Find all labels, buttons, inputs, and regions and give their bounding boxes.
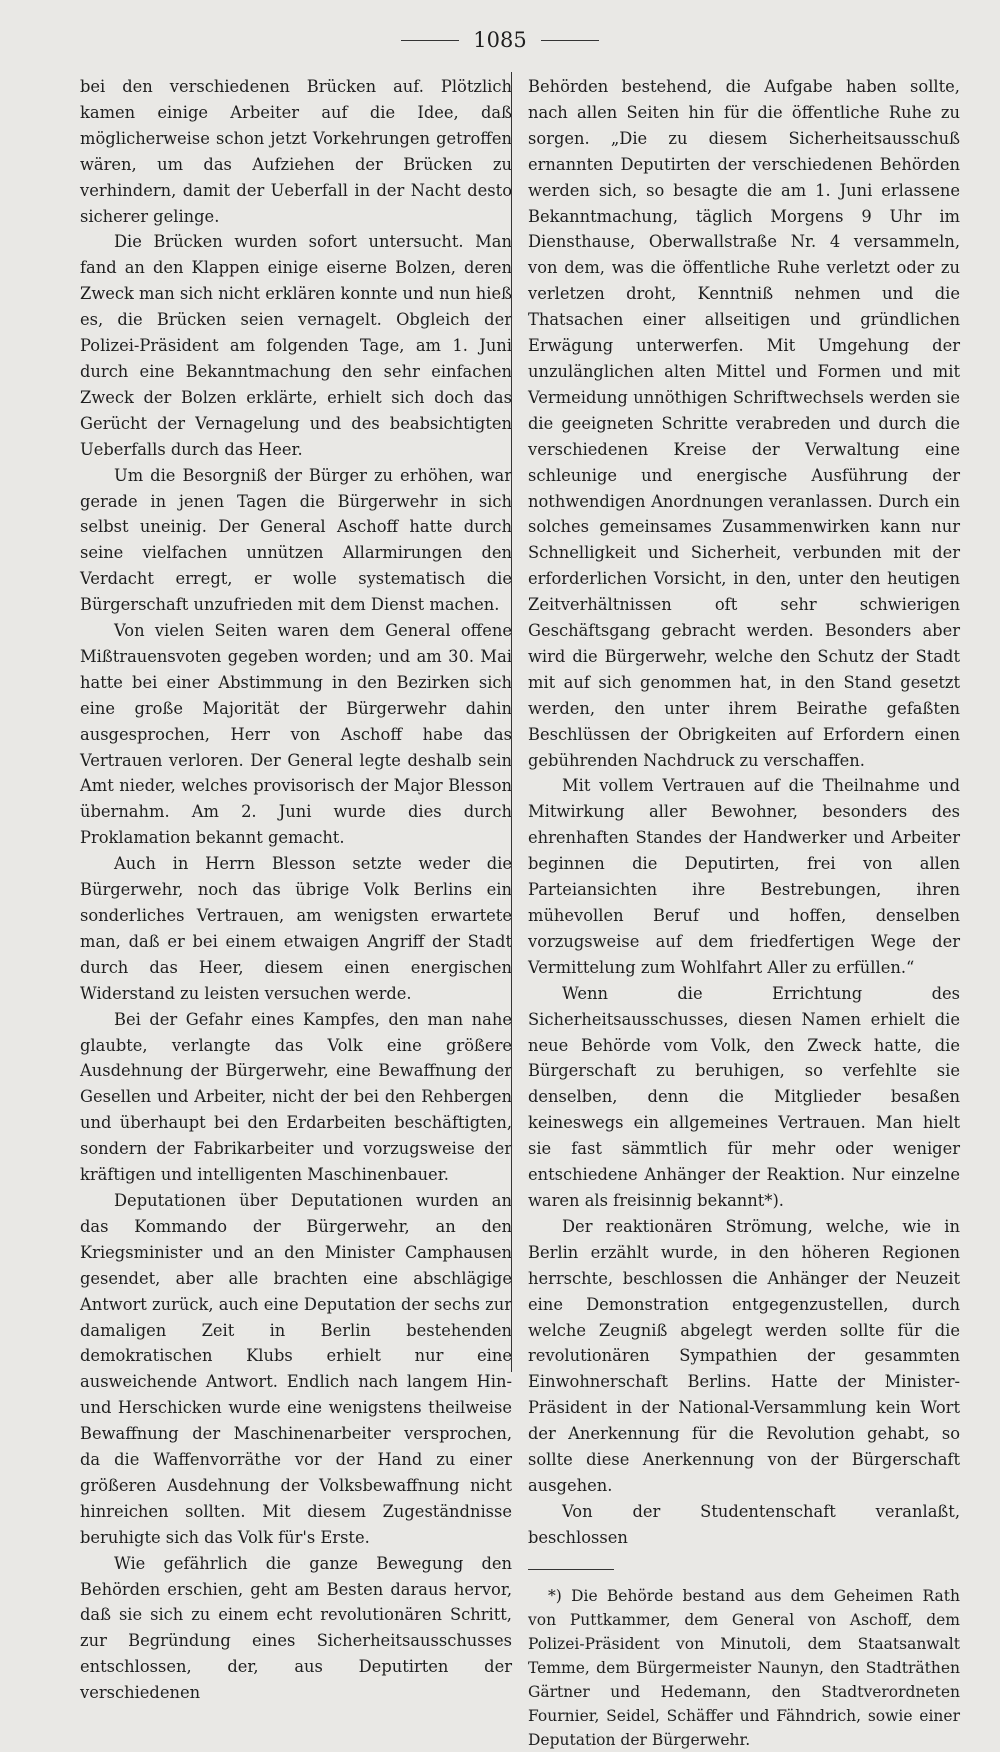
- paragraph: Bei der Gefahr eines Kampfes, den man nahe glaubte, verlangte das Volk eine größere Ausdehnung der Bürgerwehr, eine Bewaffnung der Gesellen und Arbeiter, nicht der bei den Rehbergen und überhaupt bei den Erdarbeiten beschäftigten, sondern der Fabrikarbeiter und vorzugsweise der kräftigen und intelligenten Maschinenbauer.: [80, 1009, 512, 1185]
- paragraph: Mit vollem Vertrauen auf die Theilnahme und Mitwirkung aller Bewohner, besonders des ehrenhaften Standes der Handwerker und Arbeiter beginnen die Deputirten, frei von allen Parteiansichten ihre Bestrebungen, ihren mühevollen Beruf und hoffen, denselben vorzugsweise auf dem friedfertigen Wege der Vermittelung zum Wohlfahrt Aller zu erfüllen.“: [528, 776, 960, 977]
- paragraph: Die Brücken wurden sofort untersucht. Man fand an den Klappen einige eiserne Bolzen, deren Zweck man sich nicht erklären konnte und nun hieß es, die Brücken seien vernagelt. Obgleich der Polizei-Präsident am folgenden Tage, am 1. Juni durch eine Bekanntmachung den sehr einfachen Zweck der Bolzen erklärte, erhielt sich doch das Gerücht der Vernagelung und des beabsichtigten Ueberfalls durch das Heer.: [80, 232, 512, 459]
- paragraph: Der reaktionären Strömung, welche, wie in Berlin erzählt wurde, in den höheren Regionen herrschte, beschlossen die Anhänger der Neuzeit eine Demonstration entgegenzustellen, durch welche Zeugniß abgelegt werden sollte für die revolutionären Sympathien der gesammten Einwohnerschaft Berlins. Hatte der Minister-Präsident in der National-Versammlung kein Wort der Anerkennung für die Revolution gehabt, so sollte diese Anerkennung von der Bürgerschaft ausgehen.: [528, 1216, 960, 1495]
- paragraph: Von vielen Seiten waren dem General offene Mißtrauensvoten gegeben worden; und am 30. Mai hatte bei einer Abstimmung in den Bezirken sich eine große Majorität der Bürgerwehr dahin ausgesprochen, Herr von Aschoff habe das Vertrauen verloren. Der General legte deshalb sein Amt nieder, welches provisorisch der Major Blesson übernahm. Am 2. Juni wurde dies durch Proklamation bekannt gemacht.: [80, 621, 512, 848]
- footnote-rule: [528, 1569, 614, 1570]
- paragraph: Wie gefährlich die ganze Bewegung den Behörden erschien, geht am Besten daraus hervor, daß sie sich zu einem echt revolutionären Schritt, zur Begründung eines Sicherheitsausschusses entschlossen, der, aus Deputirten der verschiedenen: [80, 1553, 512, 1703]
- paragraph: Behörden bestehend, die Aufgabe haben sollte, nach allen Seiten hin für die öffentliche Ruhe zu sorgen. „Die zu diesem Sicherheitsausschuß ernannten Deputirten der verschiedenen Behörden werden sich, so besagte die am 1. Juni erlassene Bekanntmachung, täglich Morgens 9 Uhr im Diensthause, Oberwallstraße Nr. 4 versammeln, von dem, was die öffentliche Ruhe verletzt oder zu verletzen droht, Kenntniß nehmen und die Thatsachen einer allseitigen und gründlichen Erwägung unterwerfen. Mit Umgehung der unzulänglichen alten Mittel und Formen und mit Vermeidung unnöthigen Schriftwechsels werden sie die geeigneten Schritte verabreden und durch die verschiedenen Kreise der Verwaltung eine schleunige und energische Ausführung der nothwendigen Anordnungen veranlassen. Durch ein solches gemeinsames Zusammenwirken kann nur Schnelligkeit und Sicherheit, verbunden mit der erforderlichen Vorsicht, in den, unter den heutigen Zeitverhältnissen oft sehr schwierigen Geschäftsgang gebracht werden. Besonders aber wird die Bürgerwehr, welche den Schutz der Stadt mit auf sich genommen hat, in den Stand gesetzt werden, den unter ihrem Beirathe gefaßten Beschlüssen der Obrigkeiten auf Erfordern einen gebührenden Nachdruck zu verschaffen.: [528, 77, 960, 770]
- paragraph: Um die Besorgniß der Bürger zu erhöhen, war gerade in jenen Tagen die Bürgerwehr in sich selbst uneinig. Der General Aschoff hatte durch seine vielfachen unnützen Allarmirungen den Verdacht erregt, er wolle systematisch die Bürgerschaft unzufrieden mit dem Dienst machen.: [80, 465, 512, 615]
- right-column: [528, 74, 960, 1752]
- page-header: [0, 28, 1000, 52]
- paragraph: bei den verschiedenen Brücken auf. Plötzlich kamen einige Arbeiter auf die Idee, daß möglicherweise schon jetzt Vorkehrungen getroffen wären, um das Aufziehen der Brücken zu verhindern, damit der Ueberfall in der Nacht desto sicherer gelinge.: [80, 77, 512, 226]
- footnote: *) Die Behörde bestand aus dem Geheimen Rath von Puttkammer, dem General von Aschoff, dem Polizei-Präsident von Minutoli, dem Staatsanwalt Temme, dem Bürgermeister Naunyn, den Stadträthen Gärtner und Hedemann, den Stadtverordneten Fournier, Seidel, Schäffer und Fähndrich, sowie einer Deputation der Bürgerwehr.: [528, 1586, 960, 1749]
- page-number: 1085: [473, 28, 527, 52]
- left-column: [80, 74, 512, 1706]
- header-rule-left: [401, 40, 459, 41]
- paragraph: Von der Studentenschaft veranlaßt, beschlossen: [528, 1501, 960, 1547]
- paragraph: Auch in Herrn Blesson setzte weder die Bürgerwehr, noch das übrige Volk Berlins ein sonderliches Vertrauen, am wenigsten erwartete man, daß er bei einem etwaigen Angriff der Stadt durch das Heer, diesem einen energischen Widerstand zu leisten versuchen werde.: [80, 854, 512, 1003]
- header-rule-right: [541, 40, 599, 41]
- column-divider: [511, 72, 512, 1372]
- paragraph: Wenn die Errichtung des Sicherheitsausschusses, diesen Namen erhielt die neue Behörde vom Volk, den Zweck hatte, die Bürgerschaft zu beruhigen, so verfehlte sie denselben, denn die Mitglieder besaßen keineswegs ein allgemeines Vertrauen. Man hielt sie fast sämmtlich für mehr oder weniger entschiedene Anhänger der Reaktion. Nur einzelne waren als freisinnig bekannt*).: [528, 983, 960, 1210]
- paragraph: Deputationen über Deputationen wurden an das Kommando der Bürgerwehr, an den Kriegsminister und an den Minister Camphausen gesendet, aber alle brachten eine abschlägige Antwort zurück, auch eine Deputation der sechs zur damaligen Zeit in Berlin bestehenden demokratischen Klubs erhielt nur eine ausweichende Antwort. Endlich nach langem Hin- und Herschicken wurde eine wenigstens theilweise Bewaffnung der Maschinenarbeiter versprochen, da die Waffenvorräthe vor der Hand zu einer größeren Ausdehnung der Volksbewaffnung nicht hinreichen sollten. Mit diesem Zugeständnisse beruhigte sich das Volk für's Erste.: [80, 1190, 512, 1547]
